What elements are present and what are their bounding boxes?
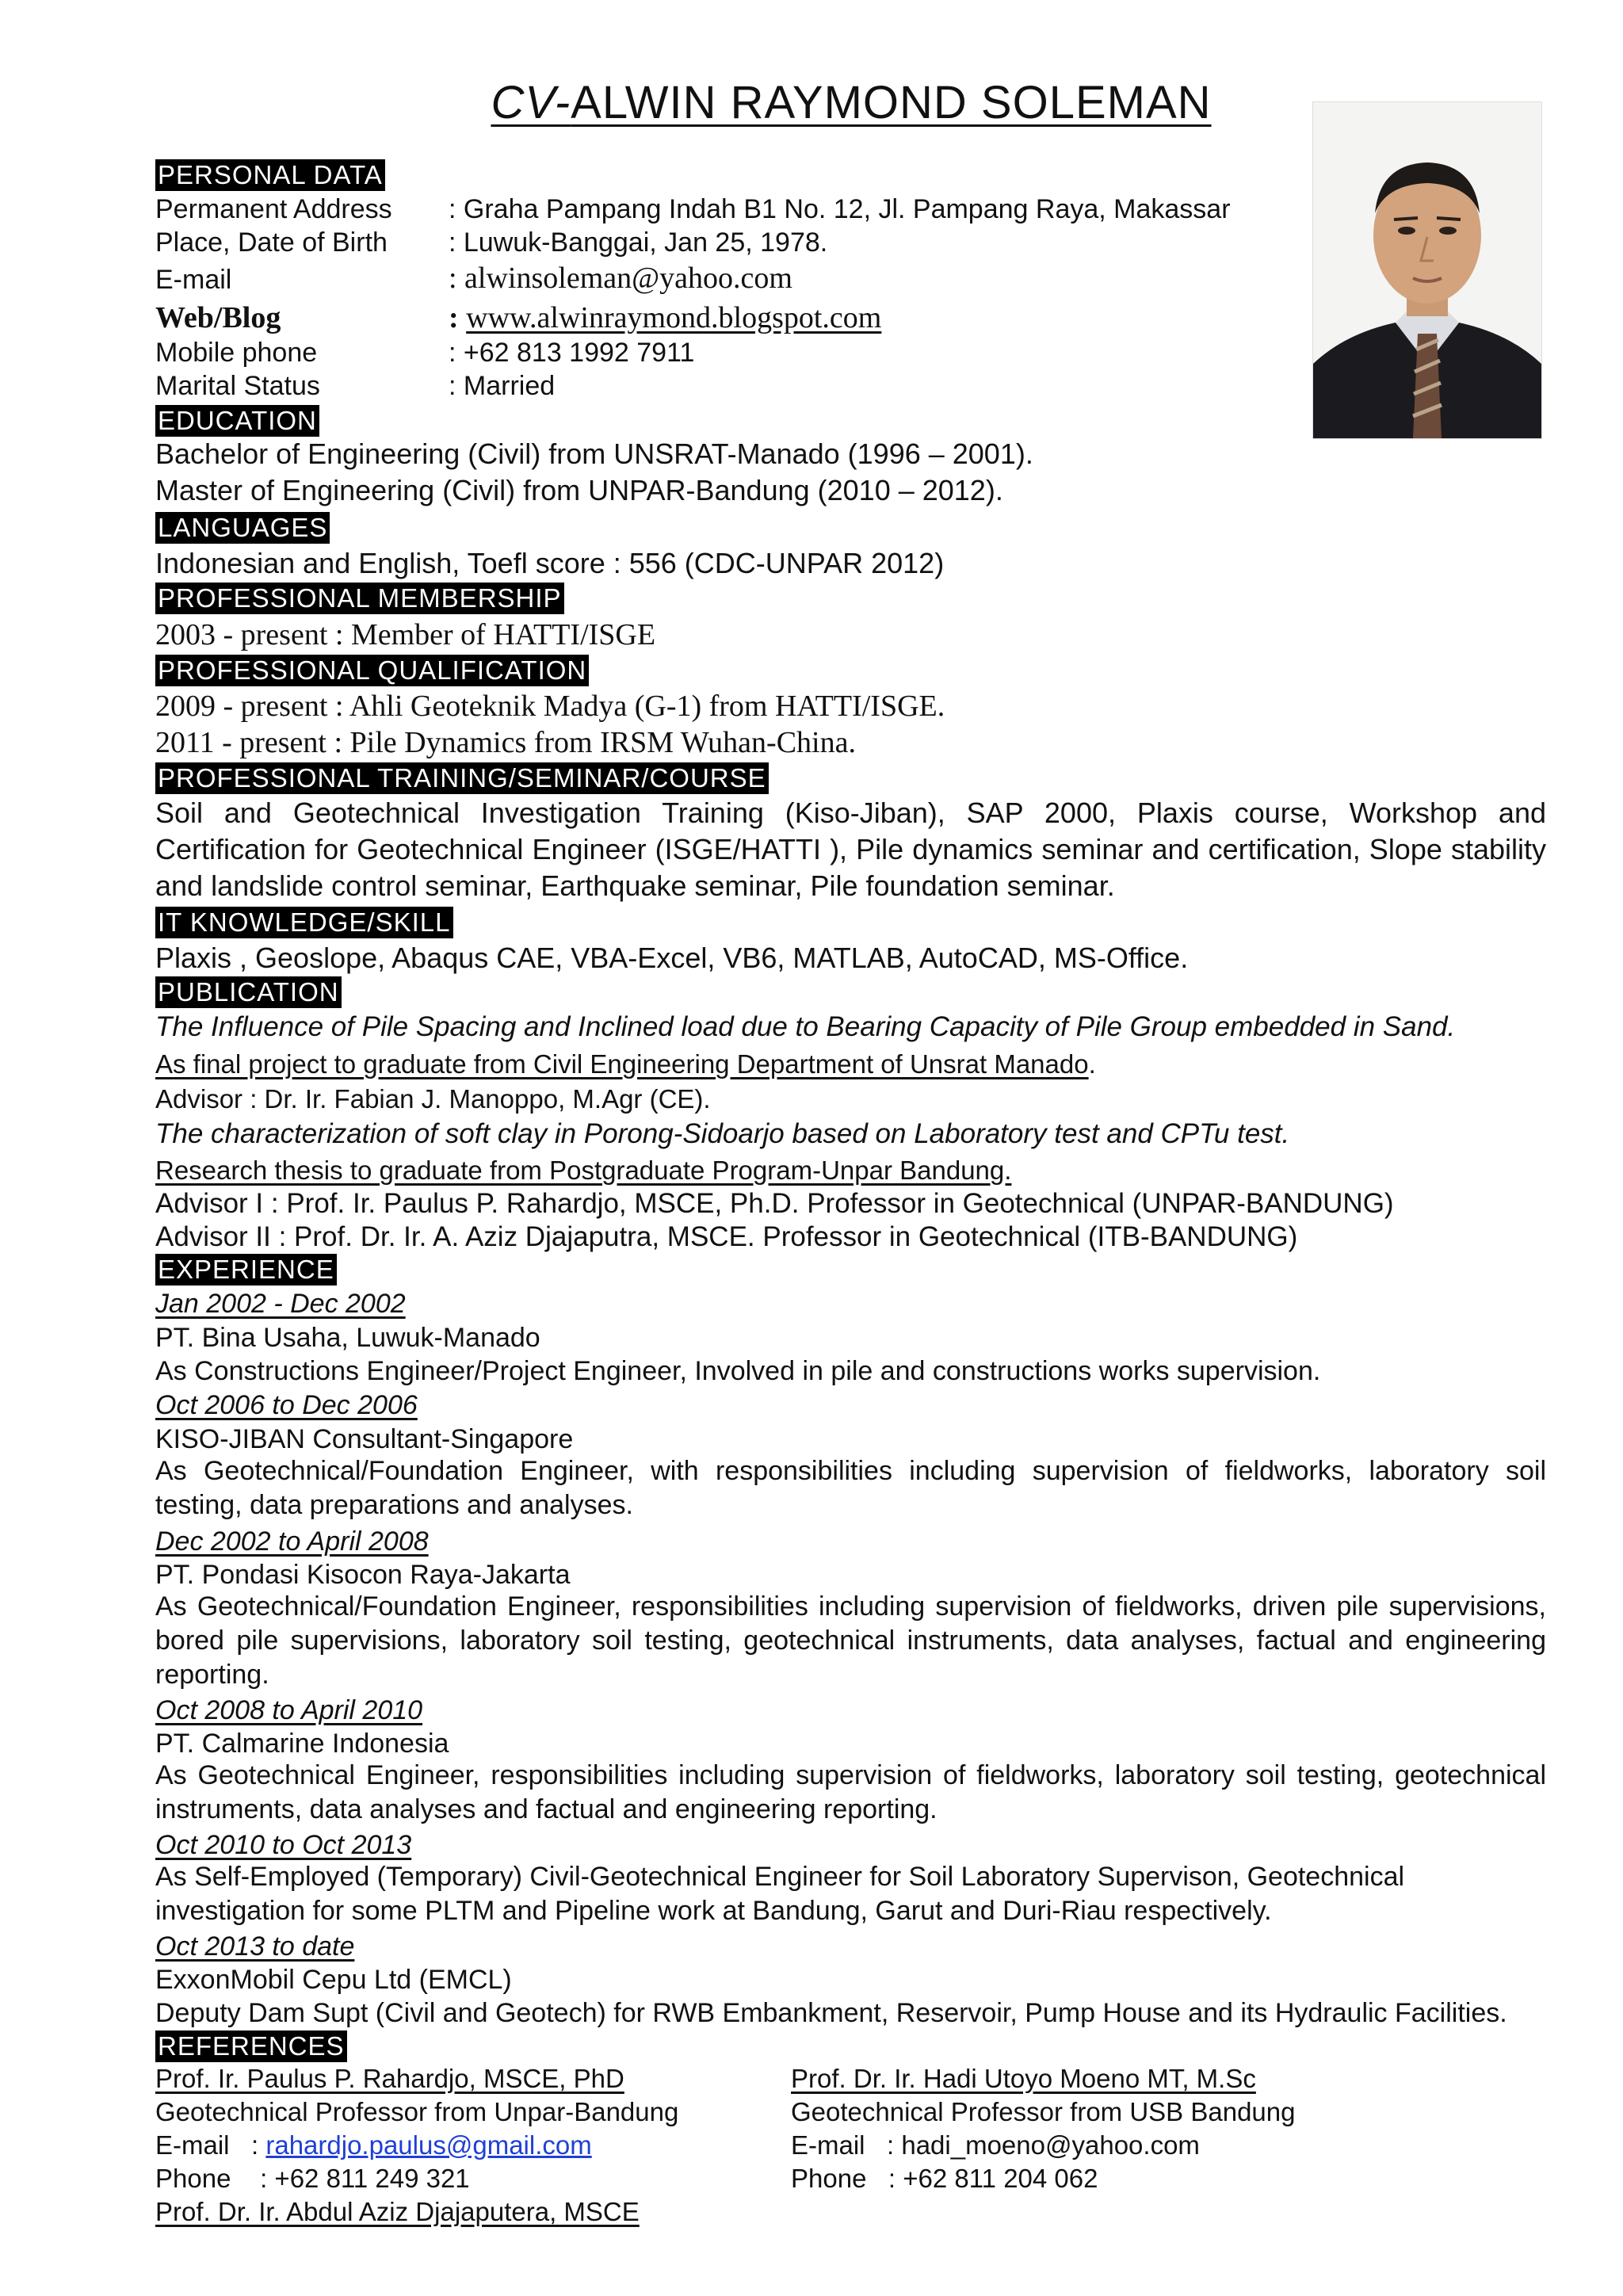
experience-company: PT. Pondasi Kisocon Raya-Jakarta <box>155 1560 571 1590</box>
experience-period: Dec 2002 to April 2008 <box>155 1526 429 1557</box>
publication-title: The Influence of Pile Spacing and Inclined load due to Bearing Capacity of Pile Group embedded in Sand. <box>155 1011 1456 1042</box>
publication-note: Research thesis to graduate from Postgraduate Program-Unpar Bandung. <box>155 1156 1012 1185</box>
reference-phone: Phone : +62 811 204 062 <box>791 2164 1098 2193</box>
experience-desc: As Geotechnical Engineer, responsibilities including supervision of fieldworks, laboratory soil testing, geotechnical instruments, data analyses and factual and engineering reporting. <box>155 1760 1546 1824</box>
languages-text: Indonesian and English, Toefl score : 556 (CDC-UNPAR 2012) <box>155 547 945 579</box>
section-header-publication: PUBLICATION <box>155 976 342 1008</box>
education-item: Master of Engineering (Civil) from UNPAR-Bandung (2010 – 2012). <box>155 474 1003 506</box>
publication-note: As final project to graduate from Civil Engineering Department of Unsrat Manado. <box>155 1049 1096 1079</box>
reference-email: E-mail : hadi_moeno@yahoo.com <box>791 2130 1200 2160</box>
section-header-experience: EXPERIENCE <box>155 1254 337 1286</box>
experience-period: Jan 2002 - Dec 2002 <box>155 1289 406 1319</box>
address-value: : Graha Pampang Indah B1 No. 12, Jl. Pampang Raya, Makassar <box>449 194 1231 224</box>
membership-text: 2003 - present : Member of HATTI/ISGE <box>155 618 656 651</box>
section-header-training: PROFESSIONAL TRAINING/SEMINAR/COURSE <box>155 762 769 794</box>
phone-value: : +62 813 1992 7911 <box>449 338 695 368</box>
phone-label: Mobile phone <box>155 338 318 368</box>
publication-advisor: Advisor : Dr. Ir. Fabian J. Manoppo, M.Agr (CE). <box>155 1084 711 1114</box>
reference-role: Geotechnical Professor from Unpar-Bandung <box>155 2097 679 2126</box>
birth-value: : Luwuk-Banggai, Jan 25, 1978. <box>449 227 828 258</box>
marital-value: : Married <box>449 371 556 401</box>
experience-desc: As Geotechnical/Foundation Engineer, with responsibilities including supervision of fieldworks, laboratory soil testing, data preparations and analyses. <box>155 1456 1546 1520</box>
blog-link[interactable]: www.alwinraymond.blogspot.com <box>466 301 882 334</box>
birth-label: Place, Date of Birth <box>155 227 388 258</box>
address-label: Permanent Address <box>155 194 392 224</box>
experience-company: PT. Bina Usaha, Luwuk-Manado <box>155 1323 540 1353</box>
experience-period: Oct 2010 to Oct 2013 <box>155 1830 412 1860</box>
publication-advisor: Advisor II : Prof. Dr. Ir. A. Aziz Djajaputra, MSCE. Professor in Geotechnical (ITB-BANDUNG) <box>155 1221 1298 1252</box>
profile-photo <box>1312 101 1542 439</box>
section-header-personal-data: PERSONAL DATA <box>155 159 385 191</box>
training-text: Soil and Geotechnical Investigation Training (Kiso-Jiban), SAP 2000, Plaxis course, Workshop and Certification for Geotechnical Engineer (ISGE/HATTI ), Pile dynamics seminar and certification, Slope stability and landslide control seminar, Earthquake seminar, Pile foundation seminar. <box>155 797 1546 902</box>
reference-name: Prof. Ir. Paulus P. Rahardjo, MSCE, PhD <box>155 2064 624 2093</box>
section-header-qualification: PROFESSIONAL QUALIFICATION <box>155 655 589 686</box>
reference-name: Prof. Dr. Ir. Hadi Utoyo Moeno MT, M.Sc <box>791 2064 1256 2093</box>
reference-email: E-mail : rahardjo.paulus@gmail.com <box>155 2130 592 2160</box>
experience-desc: As Constructions Engineer/Project Engineer, Involved in pile and constructions works supervision. <box>155 1356 1321 1386</box>
experience-company: PT. Calmarine Indonesia <box>155 1729 449 1759</box>
education-item: Bachelor of Engineering (Civil) from UNSRAT-Manado (1996 – 2001). <box>155 437 1033 470</box>
it-skill-text: Plaxis , Geoslope, Abaqus CAE, VBA-Excel, VB6, MATLAB, AutoCAD, MS-Office. <box>155 942 1189 974</box>
reference-email-link[interactable]: rahardjo.paulus@gmail.com <box>265 2130 592 2160</box>
experience-company: KISO-JIBAN Consultant-Singapore <box>155 1424 574 1454</box>
publication-advisor: Advisor I : Prof. Ir. Paulus P. Rahardjo, MSCE, Ph.D. Professor in Geotechnical (UNPAR-BANDUNG) <box>155 1188 1394 1219</box>
reference-phone: Phone : +62 811 249 321 <box>155 2164 470 2193</box>
qualification-item: 2011 - present : Pile Dynamics from IRSM Wuhan-China. <box>155 726 856 759</box>
experience-period: Oct 2006 to Dec 2006 <box>155 1390 418 1420</box>
email-value: : alwinsoleman@yahoo.com <box>449 262 792 295</box>
experience-desc: As Self-Employed (Temporary) Civil-Geotechnical Engineer for Soil Laboratory Supervison, Geotechnical investigation for some PLTM and Pipeline work at Bandung, Garut and Duri-Riau respectively. <box>155 1862 1405 1926</box>
experience-company: ExxonMobil Cepu Ltd (EMCL) <box>155 1965 512 1995</box>
reference-role: Geotechnical Professor from USB Bandung <box>791 2097 1296 2126</box>
web-value: : www.alwinraymond.blogspot.com <box>449 301 882 334</box>
section-header-languages: LANGUAGES <box>155 512 330 544</box>
experience-desc: Deputy Dam Supt (Civil and Geotech) for RWB Embankment, Reservoir, Pump House and its Hydraulic Facilities. <box>155 1998 1507 2028</box>
email-label: E-mail <box>155 265 232 295</box>
web-label: Web/Blog <box>155 301 281 334</box>
section-header-it-skill: IT KNOWLEDGE/SKILL <box>155 907 453 938</box>
experience-period: Oct 2013 to date <box>155 1931 355 1962</box>
publication-title: The characterization of soft clay in Porong-Sidoarjo based on Laboratory test and CPTu test. <box>155 1118 1290 1149</box>
section-header-membership: PROFESSIONAL MEMBERSHIP <box>155 583 564 614</box>
experience-period: Oct 2008 to April 2010 <box>155 1695 423 1725</box>
experience-desc: As Geotechnical/Foundation Engineer, responsibilities including supervision of fieldworks, driven pile supervisions, bored pile supervisions, laboratory soil testing, geotechnical instruments, data analyses, factual and engineering reporting. <box>155 1591 1546 1690</box>
reference-name: Prof. Dr. Ir. Abdul Aziz Djajaputera, MSCE <box>155 2197 640 2226</box>
section-header-education: EDUCATION <box>155 405 319 437</box>
qualification-item: 2009 - present : Ahli Geoteknik Madya (G-1) from HATTI/ISGE. <box>155 690 945 723</box>
marital-label: Marital Status <box>155 371 320 401</box>
section-header-references: REFERENCES <box>155 2030 347 2062</box>
page-title: CV-ALWIN RAYMOND SOLEMAN <box>491 77 1212 128</box>
